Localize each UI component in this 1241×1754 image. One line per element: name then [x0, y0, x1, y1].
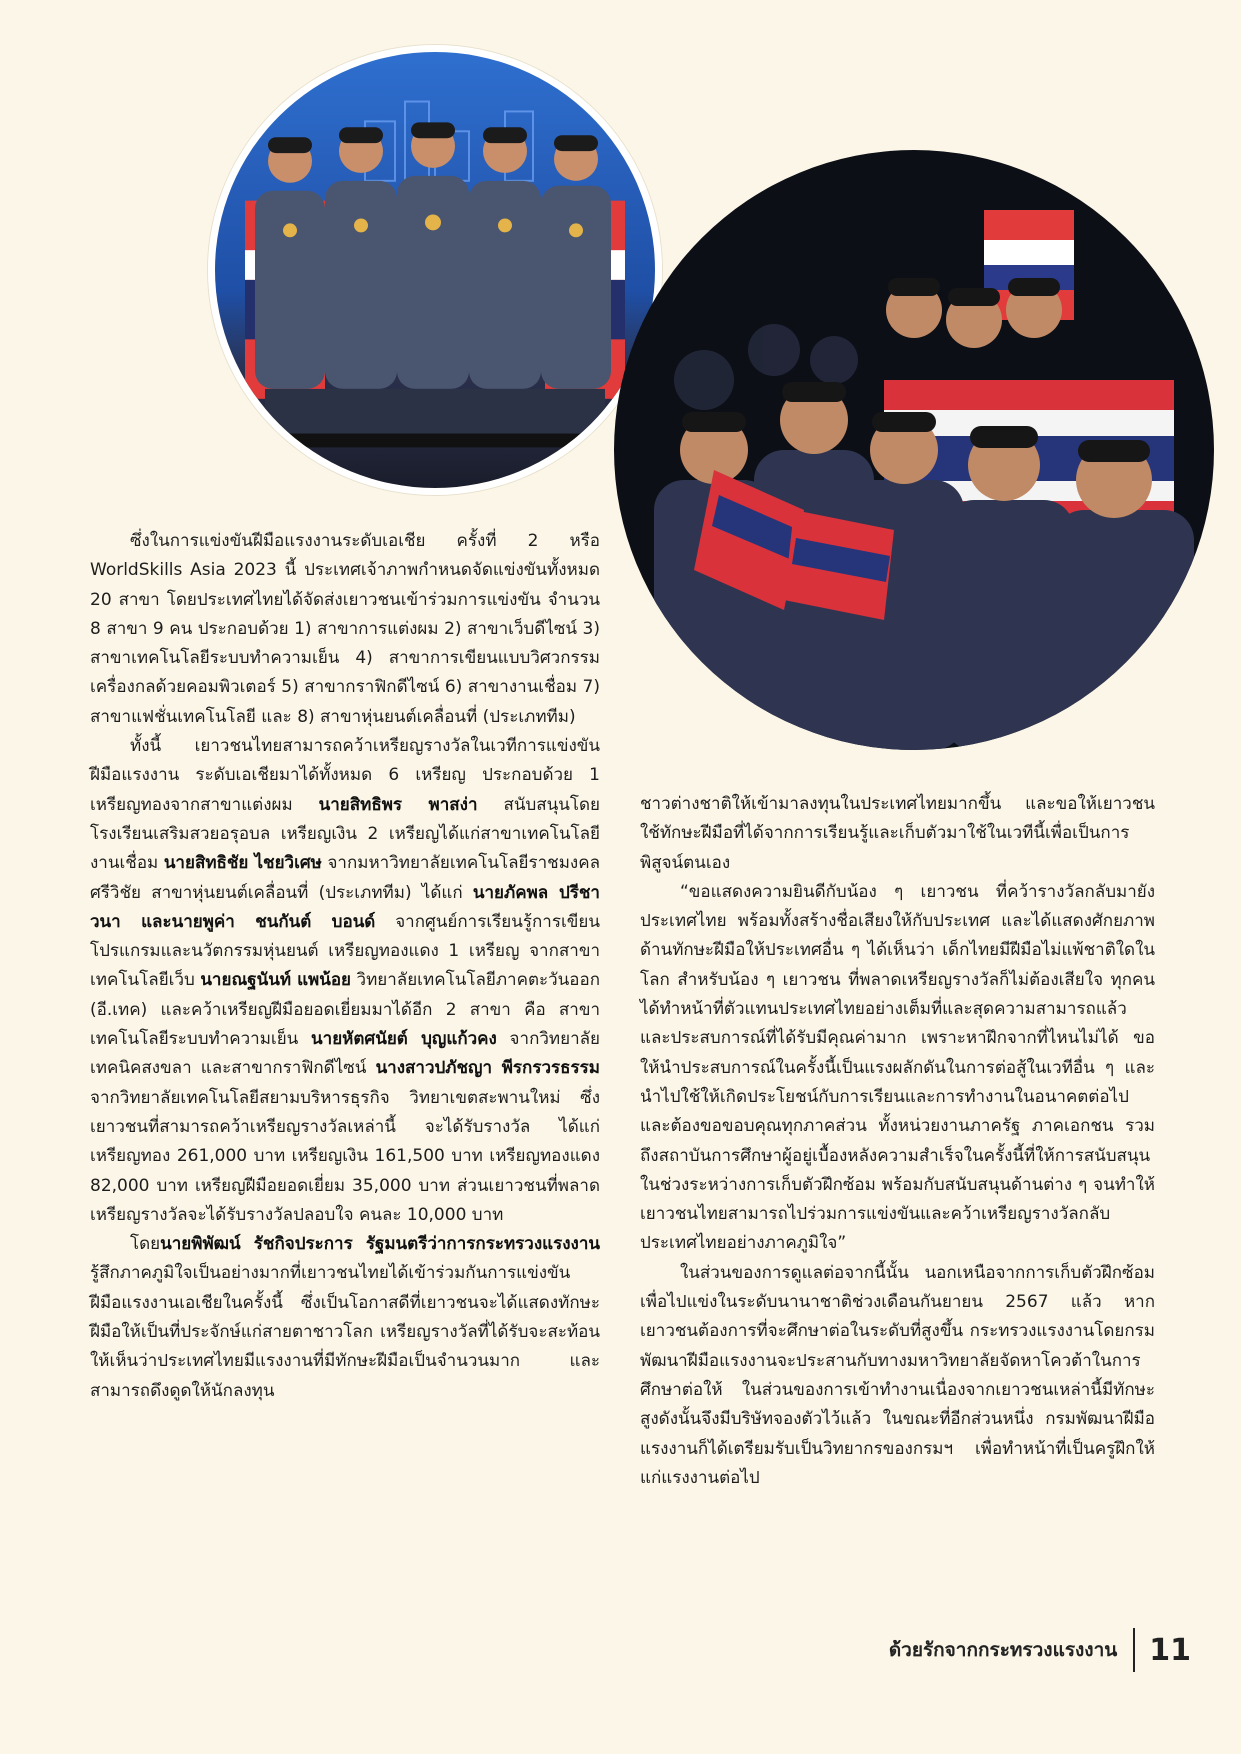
footer-divider	[1133, 1628, 1135, 1672]
page-footer	[889, 1620, 1191, 1680]
left-paragraph-3	[90, 1230, 600, 1406]
footer-title: ด้วยรักจากกระทรวงแรงงาน	[888, 1639, 1118, 1661]
person-name-4: นายณฐนันท์ แพน้อย	[200, 970, 352, 991]
person-name-1: นายสิทธิพร พาสง่า	[318, 794, 478, 815]
text-run: รู้สึกภาคภูมิใจเป็นอย่างมากที่เยาวชนไทยได้เข้าร่วมกันการแข่งขันฝีมือแรงงานเอเชียในครั้งนี้ ซึ่งเป็นโอกาสดีที่เยาวชนจะได้แสดงทักษะฝีมือให้เป็นที่ประจักษ์แก่สายตาชาวโลก เหรียญรางวัลที่ได้รับจะสะท้อนให้เห็นว่าประเทศไทยมีแรงงานที่มีทักษะฝีมือเป็นจำนวนมาก และสามารถดึงดูดให้นักลงทุน	[90, 1263, 600, 1401]
right-paragraph-3: ในส่วนของการดูแลต่อจากนี้นั้น นอกเหนือจากการเก็บตัวฝึกซ้อมเพื่อไปแข่งในระดับนานาชาติช่วงเดือนกันยายน 2567 แล้ว หากเยาวชนต้องการที่จะศึกษาต่อในระดับที่สูงขึ้น กระทรวงแรงงานโดยกรมพัฒนาฝีมือแรงงานจะประสานกับทางมหาวิทยาลัยจัดหาโควต้าในการศึกษาต่อให้ ในส่วนของการเข้าทำงานเนื่องจากเยาวชนเหล่านี้มีทักษะสูงดังนั้นจึงมีบริษัทจองตัวไว้แล้ว ในขณะที่อีกส่วนหนึ่ง กรมพัฒนาฝีมือแรงงานก็ได้เตรียมรับเป็นวิทยากรของกรมฯ เพื่อทำหน้าที่เป็นครูฝึกให้แก่แรงงานต่อไป	[640, 1262, 1155, 1488]
text-run: จากมหาวิทยาลัยเทคโนโลยีราชมงคลศรีวิชัย สาขาหุ่นยนต์เคลื่อนที่ (ประเภททีม) ได้แก่	[90, 853, 601, 903]
person-name-5: นายหัตศนัยต์ บุญแก้วคง	[311, 1029, 497, 1050]
person-name-3: นายภัคพล ปรีชาวนา และนายพูค่า ชนกันต์ บอนด์	[90, 882, 600, 932]
left-paragraph-1: ซึ่งในการแข่งขันฝีมือแรงงานระดับเอเชีย ครั้งที่ 2 หรือ WorldSkills Asia 2023 นี้ ประเทศเจ้าภาพกำหนดจัดแข่งขันทั้งหมด 20 สาขา โดยประเทศไทยได้จัดส่งเยาวชนเข้าร่วมการแข่งขัน จำนวน 8 สาขา 9 คน ประกอบด้วย 1) สาขาการแต่งผม 2) สาขาเว็บดีไซน์ 3) สาขาเทคโนโลยีระบบทำความเย็น 4) สาขาการเขียนแบบวิศวกรรมเครื่องกลด้วยคอมพิวเตอร์ 5) สาขากราฟิกดีไซน์ 6) สาขางานเชื่อม 7) สาขาแฟชั่นเทคโนโลยี และ 8) สาขาหุ่นยนต์เคลื่อนที่ (ประเภททีม)	[90, 531, 600, 727]
left-text-column	[90, 527, 600, 1406]
text-run: จากวิทยาลัยเทคนิคสงขลา และสาขากราฟิกดีไซน์	[90, 1029, 600, 1079]
text-run: โดย	[130, 1234, 161, 1255]
team-celebration-photo	[614, 150, 1214, 750]
person-name-2: นายสิทธิชัย ไชยวิเศษ	[163, 853, 322, 874]
right-paragraph-1: ชาวต่างชาติให้เข้ามาลงทุนในประเทศไทยมากขึ้น และขอให้เยาวชนใช้ทักษะฝีมือที่ได้จากการเรียนรู้และเก็บตัวมาใช้ในเวทีนี้เพื่อเป็นการพิสูจน์ตนเอง	[640, 794, 1155, 873]
text-run: สนับสนุนโดยโรงเรียนเสริมสวยอรุอบล เหรียญเงิน 2 เหรียญได้แก่สาขาเทคโนโลยีงานเชื่อม	[90, 794, 600, 874]
celebration-photo-illustration	[614, 150, 1214, 750]
text-run: ทั้งนี้ เยาวชนไทยสามารถคว้าเหรียญรางวัลในเวทีการแข่งขันฝีมือแรงงาน ระดับเอเชียมาได้ทั้งหมด 6 เหรียญ ประกอบด้วย 1 เหรียญทองจากสาขาแต่งผม	[90, 736, 600, 815]
text-run: วิทยาลัยเทคโนโลยีภาคตะวันออก (อี.เทค) และคว้าเหรียญฝีมือยอดเยี่ยมมาได้อีก 2 สาขา คือ สาขาเทคโนโลยีระบบทำความเย็น	[90, 970, 601, 1050]
person-name-6: นางสาวปภัชญา พีรกรวรธรรม	[375, 1058, 600, 1079]
text-run: จากศูนย์การเรียนรู้การเขียนโปรแกรมและนวัตกรรมหุ่นยนต์ เหรียญทองแดง 1 เหรียญ จากสาขาเทคโนโลยีเว็บ	[90, 911, 600, 991]
right-paragraph-quote: “ขอแสดงความยินดีกับน้อง ๆ เยาวชน ที่คว้ารางวัลกลับมายังประเทศไทย พร้อมทั้งสร้างชื่อเสียงให้กับประเทศ และได้แสดงศักยภาพด้านทักษะฝีมือให้ประเทศอื่น ๆ ได้เห็นว่า เด็กไทยมีฝีมือไม่แพ้ชาติใดในโลก สำหรับน้อง ๆ เยาวชน ที่พลาดเหรียญรางวัลก็ไม่ต้องเสียใจ ทุกคนได้ทำหน้าที่ตัวแทนประเทศไทยอย่างเต็มที่และสุดความสามารถแล้ว และประสบการณ์ที่ได้รับมีคุณค่ามาก เพราะหาฝึกจากที่ไหนไม่ได้ ขอให้นำประสบการณ์ในครั้งนี้เป็นแรงผลักดันในการต่อสู้ในเวทีอื่น ๆ และนำไปใช้ให้เกิดประโยชน์กับการเรียนและการทำงานในอนาคตต่อไป และต้องขอขอบคุณทุกภาคส่วน ทั้งหน่วยงานภาครัฐ ภาคเอกชน รวมถึงสถาบันการศึกษาผู้อยู่เบื้องหลังความสำเร็จในครั้งนี้ที่ให้การสนับสนุนในช่วงระหว่างการเก็บตัวฝึกซ้อม พร้อมกับสนับสนุนด้านต่าง ๆ จนทำให้เยาวชนไทยสามารถไปร่วมการแข่งขันและคว้าเหรียญรางวัลกลับประเทศไทยอย่างภาคภูมิใจ”	[640, 881, 1155, 1254]
minister-name: นายพิพัฒน์ รัชกิจประการ รัฐมนตรีว่าการกระทรวงแรงงาน	[160, 1234, 600, 1255]
left-paragraph-2	[90, 732, 600, 1230]
stage-medalists-photo	[208, 45, 662, 495]
text-run: จากวิทยาลัยเทคโนโลยีสยามบริหารธุรกิจ วิทยาเขตสะพานใหม่ ซึ่งเยาวชนที่สามารถคว้าเหรียญรางวัลเหล่านี้ จะได้รับรางวัล ได้แก่ เหรียญทอง 261,000 บาท เหรียญเงิน 161,500 บาท เหรียญทองแดง 82,000 บาท เหรียญฝีมือยอดเยี่ยม 35,000 บาท ส่วนเยาวชนที่พลาดเหรียญรางวัลจะได้รับรางวัลปลอบใจ คนละ 10,000 บาท	[90, 1087, 600, 1225]
page-number: 11	[1149, 1632, 1191, 1668]
stage-photo-illustration	[215, 52, 655, 488]
right-text-column	[640, 790, 1155, 1493]
